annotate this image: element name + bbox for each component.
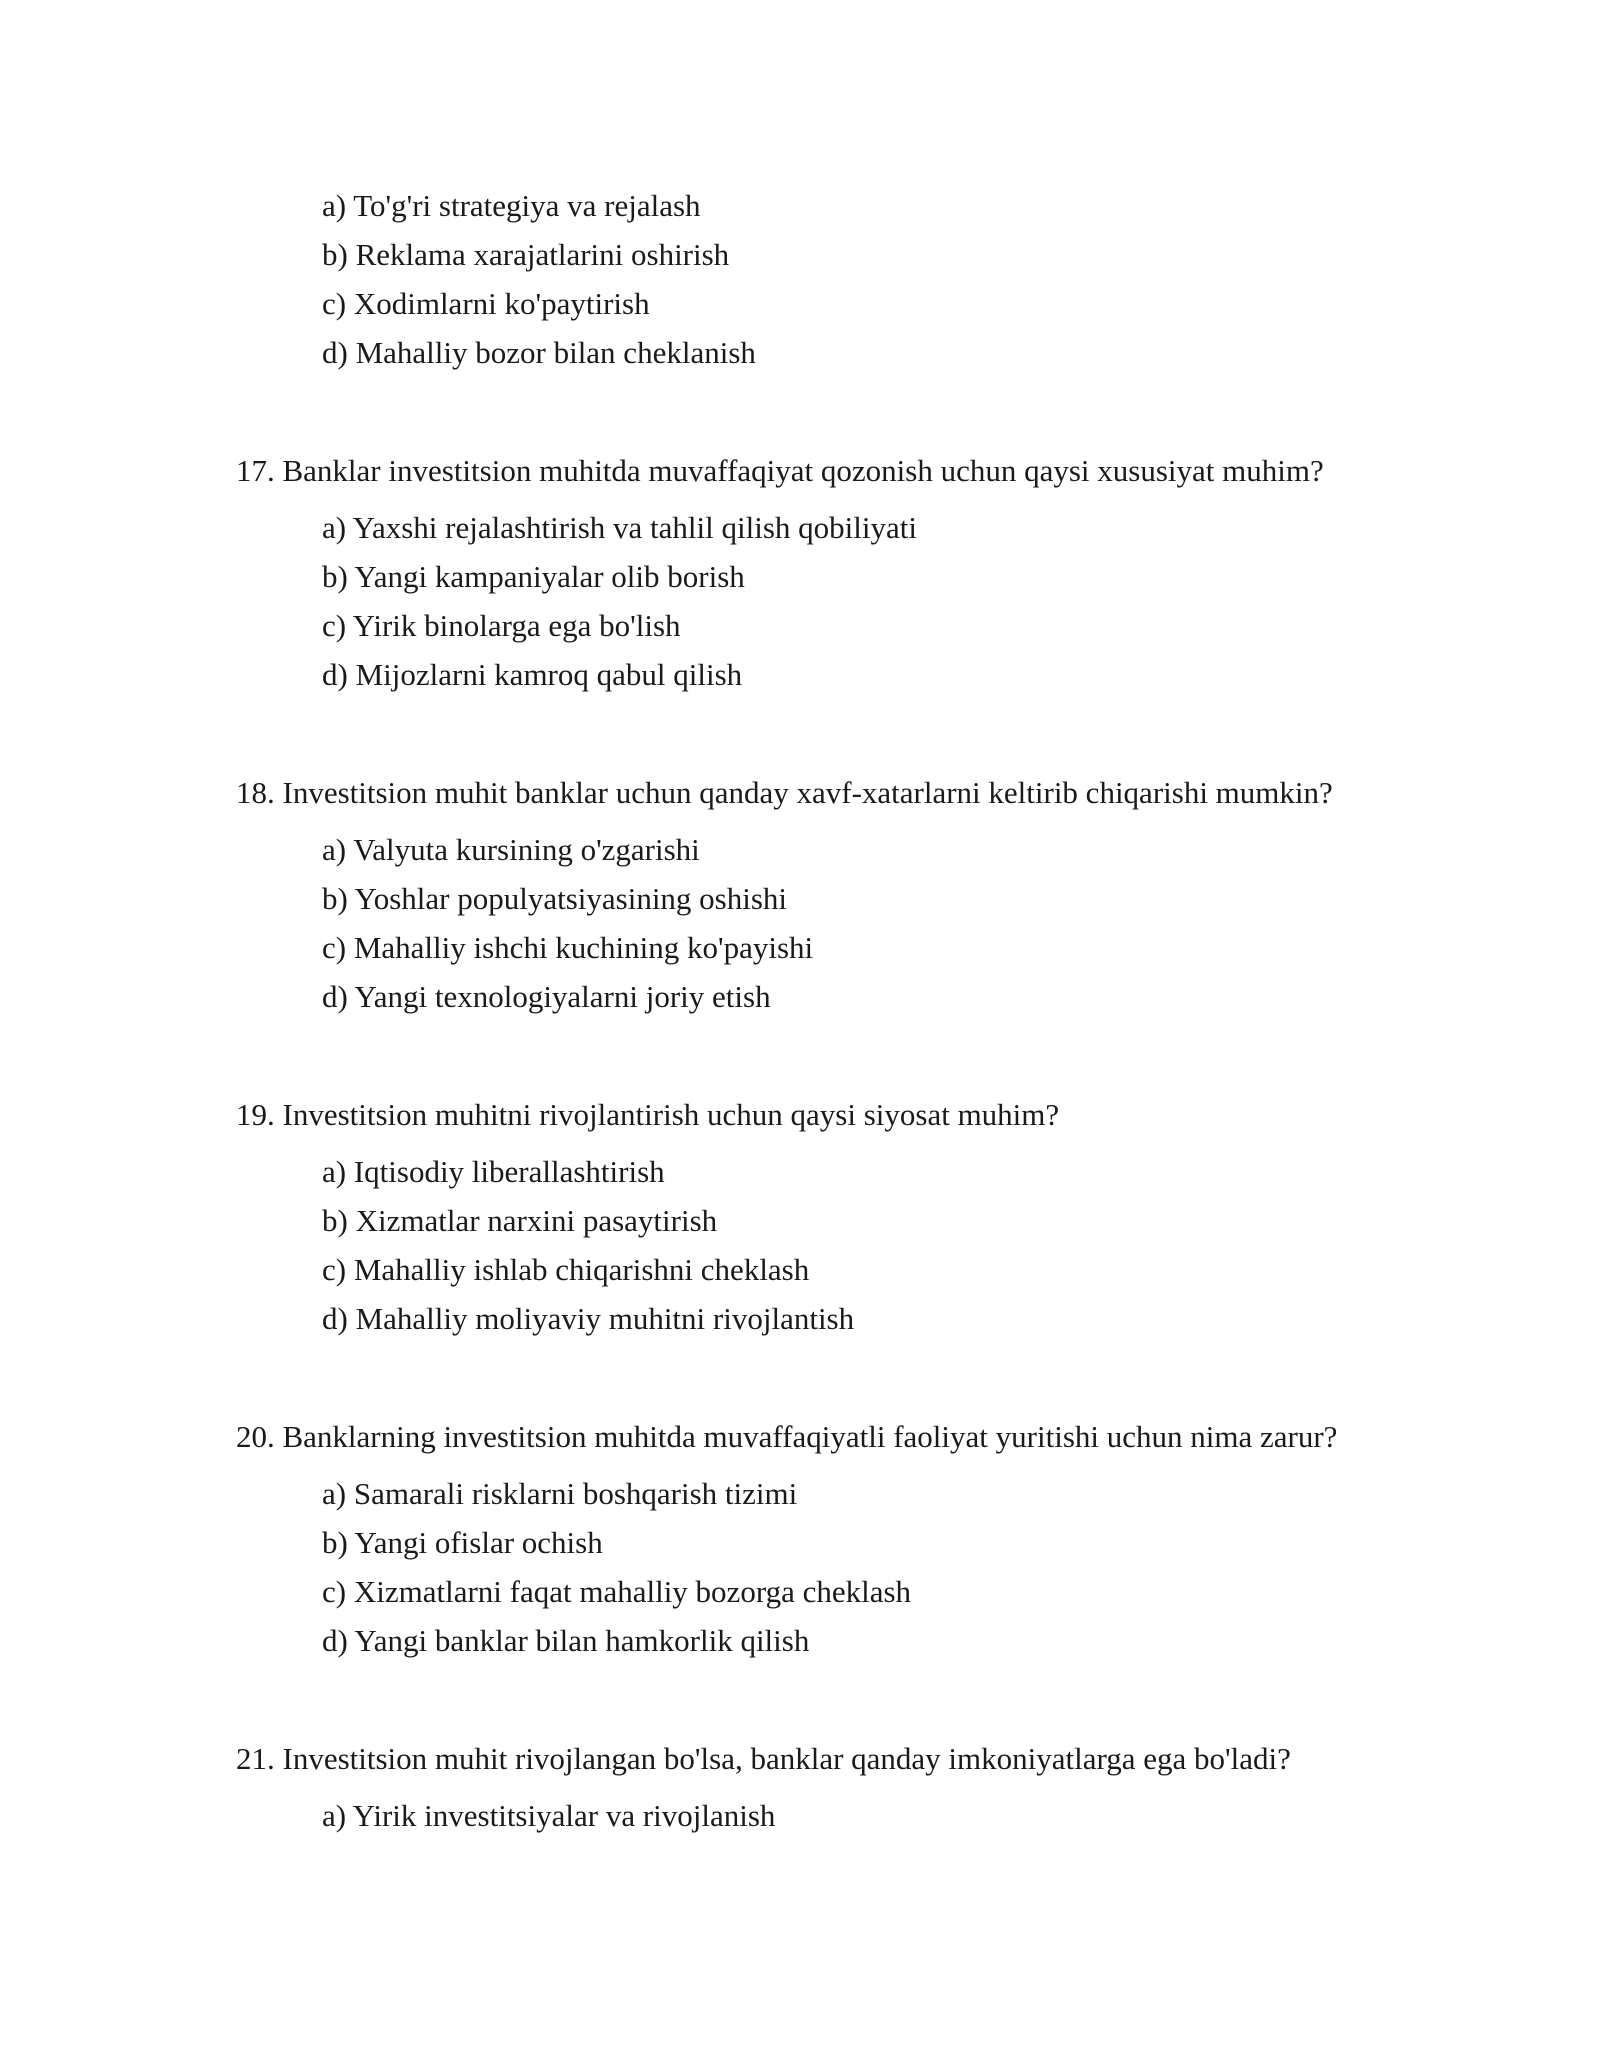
- option-item: c) Xizmatlarni faqat mahalliy bozorga cheklash: [322, 1574, 912, 1609]
- option-item: b) Xizmatlar narxini pasaytirish: [322, 1203, 718, 1238]
- question-text: 18. Investitsion muhit banklar uchun qanday xavf-xatarlarni keltirib chiqarishi mumkin?: [236, 775, 1333, 810]
- question-text: 19. Investitsion muhitni rivojlantirish uchun qaysi siyosat muhim?: [236, 1097, 1060, 1132]
- option-item: c) Yirik binolarga ega bo'lish: [322, 608, 681, 643]
- option-item: d) Yangi banklar bilan hamkorlik qilish: [322, 1623, 810, 1658]
- option-item: c) Xodimlarni ko'paytirish: [322, 286, 650, 321]
- option-item: b) Yangi ofislar ochish: [322, 1525, 603, 1560]
- question-text: 20. Banklarning investitsion muhitda muvaffaqiyatli faoliyat yuritishi uchun nima zarur?: [236, 1419, 1338, 1454]
- option-item: b) Yangi kampaniyalar olib borish: [322, 559, 745, 594]
- option-item: b) Reklama xarajatlarini oshirish: [322, 237, 730, 272]
- option-item: d) Mahalliy bozor bilan cheklanish: [322, 335, 756, 370]
- option-item: a) Samarali risklarni boshqarish tizimi: [322, 1476, 798, 1511]
- option-item: a) Iqtisodiy liberallashtirish: [322, 1154, 665, 1189]
- option-item: d) Yangi texnologiyalarni joriy etish: [322, 979, 771, 1014]
- option-item: d) Mahalliy moliyaviy muhitni rivojlantish: [322, 1301, 855, 1336]
- option-item: a) Yirik investitsiyalar va rivojlanish: [322, 1798, 776, 1833]
- option-item: a) Valyuta kursining o'zgarishi: [322, 832, 700, 867]
- option-item: a) Yaxshi rejalashtirish va tahlil qilish qobiliyati: [322, 510, 917, 545]
- question-text: 21. Investitsion muhit rivojlangan bo'lsa, banklar qanday imkoniyatlarga ega bo'ladi?: [236, 1741, 1291, 1776]
- question-text: 17. Banklar investitsion muhitda muvaffaqiyat qozonish uchun qaysi xususiyat muhim?: [236, 453, 1324, 488]
- option-item: b) Yoshlar populyatsiyasining oshishi: [322, 881, 788, 916]
- option-item: c) Mahalliy ishchi kuchining ko'payishi: [322, 930, 814, 965]
- option-item: a) To'g'ri strategiya va rejalash: [322, 188, 701, 223]
- option-item: d) Mijozlarni kamroq qabul qilish: [322, 657, 743, 692]
- option-item: c) Mahalliy ishlab chiqarishni cheklash: [322, 1252, 810, 1287]
